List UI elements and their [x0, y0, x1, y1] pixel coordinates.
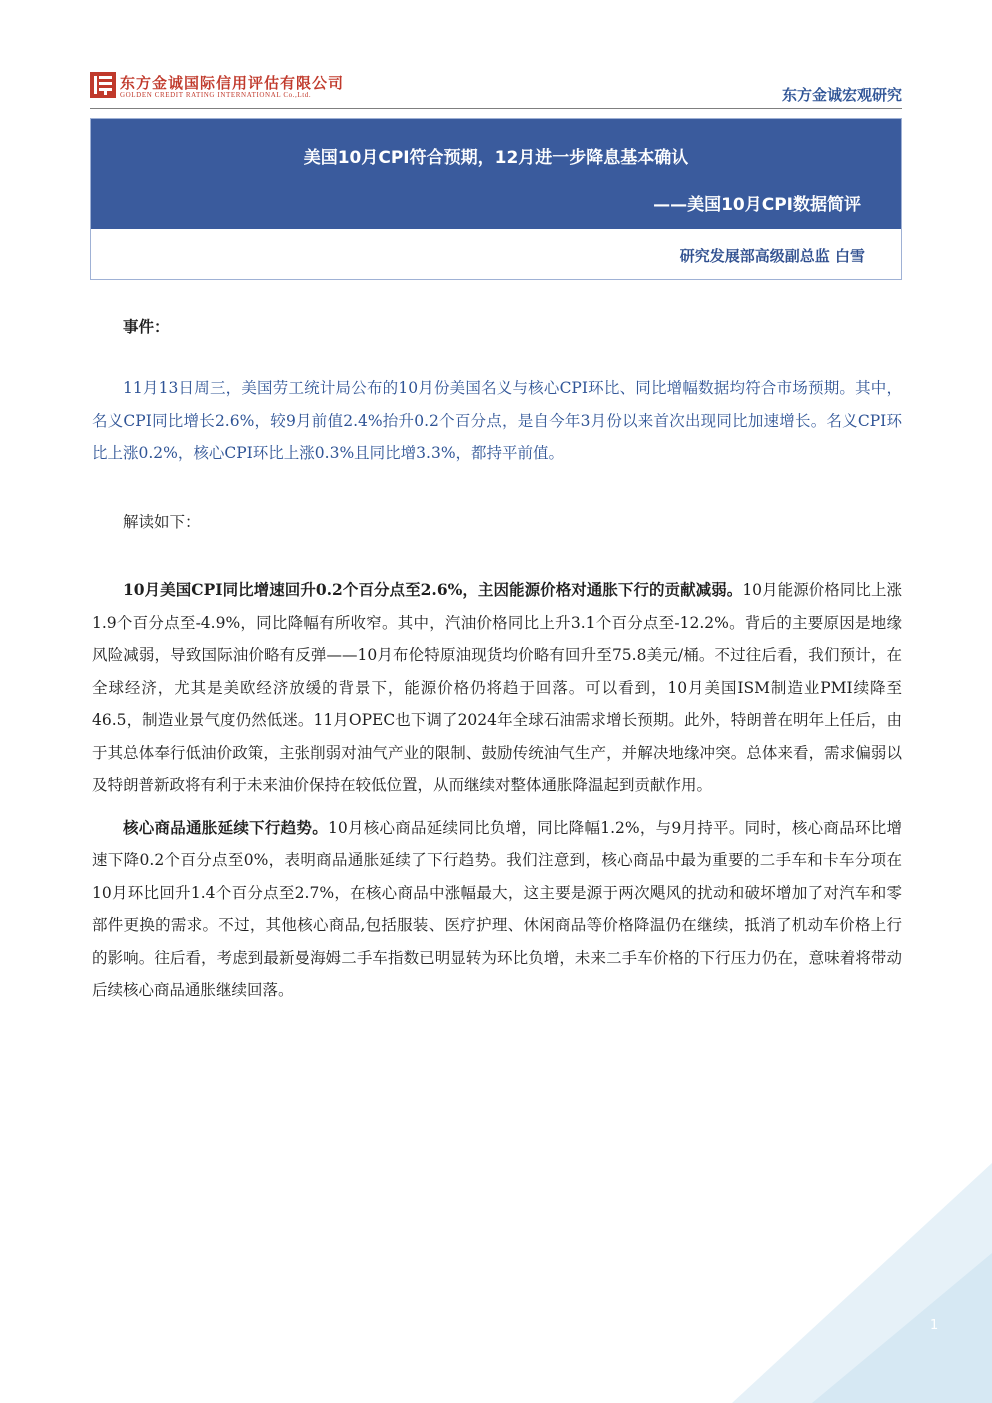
energy-paragraph-text: 10月能源价格同比上涨1.9个百分点至-4.9%，同比降幅有所收窄。其中，汽油价格同比上升3.1个百分点至-12.2%。背后的主要原因是地缘风险减弱，导致国际油价略有反弹——10月布伦特原油现货均价略有回升至75.8美元/桶。不过往后看，我们预计，在全球经济，尤其是美欧经济放缓的背景下，能源价格仍将趋于回落。可以看到，10月美国ISM制造业PMI续降至46.5，制造业景气度仍然低迷。11月OPEC也下调了2024年全球石油需求增长预期。此外，特朗普在明年上任后，由于其总体奉行低油价政策，主张削弱对油气产业的限制、鼓励传统油气生产，并解决地缘冲突。总体来看，需求偏弱以及特朗普新政将有利于未来油价保持在较低位置，从而继续对整体通胀降温起到贡献作用。	[92, 581, 902, 794]
event-paragraph: 11月13日周三，美国劳工统计局公布的10月份美国名义与核心CPI环比、同比增幅数据均符合市场预期。其中，名义CPI同比增长2.6%，较9月前值2.4%抬升0.2个百分点，是自今年3月份以来首次出现同比加速增长。名义CPI环比上涨0.2%，核心CPI环比上涨0.3%且同比增3.3%，都持平前值。	[92, 379, 902, 462]
core-goods-paragraph-text: 10月核心商品延续同比负增，同比降幅1.2%，与9月持平。同时，核心商品环比增速下降0.2个百分点至0%，表明商品通胀延续了下行趋势。我们注意到，核心商品中最为重要的二手车和卡车分项在10月环比回升1.4个百分点至2.7%，在核心商品中涨幅最大，这主要是源于两次飓风的扰动和破坏增加了对汽车和零部件更换的需求。不过，其他核心商品,包括服装、医疗护理、休闲商品等价格降温仍在继续，抵消了机动车价格上行的影响。往后看，考虑到最新曼海姆二手车指数已明显转为环比负增，未来二手车价格的下行压力仍在，意味着将带动后续核心商品通胀继续回落。	[92, 818, 902, 999]
page-corner-decoration	[692, 1163, 992, 1403]
report-body	[92, 312, 902, 1007]
energy-paragraph	[92, 574, 902, 802]
page-header	[90, 70, 902, 106]
report-author: 研究发展部高级副总监 白雪	[679, 247, 865, 265]
header-divider	[90, 108, 902, 109]
title-banner	[90, 118, 902, 280]
report-subtitle: ——美国10月CPI数据简评	[653, 195, 861, 215]
energy-paragraph-heading: 10月美国CPI同比增速回升0.2个百分点至2.6%，主因能源价格对通胀下行的贡献减弱。	[123, 580, 743, 599]
brand-title: 东方金诚宏观研究	[781, 86, 902, 104]
page-number: 1	[930, 1318, 939, 1333]
report-title: 美国10月CPI符合预期，12月进一步降息基本确认	[303, 148, 689, 168]
company-name-cn: 东方金诚国际信用评估有限公司	[120, 74, 345, 92]
interpretation-label: 解读如下：	[123, 512, 201, 531]
banner-background	[91, 119, 901, 229]
company-name-en: GOLDEN CREDIT RATING INTERNATIONAL Co.,Ltd.	[120, 91, 312, 99]
core-goods-paragraph	[92, 812, 902, 1007]
event-label: 事件：	[123, 317, 170, 336]
company-logo-icon	[90, 72, 116, 98]
core-goods-paragraph-heading: 核心商品通胀延续下行趋势。	[123, 817, 328, 837]
